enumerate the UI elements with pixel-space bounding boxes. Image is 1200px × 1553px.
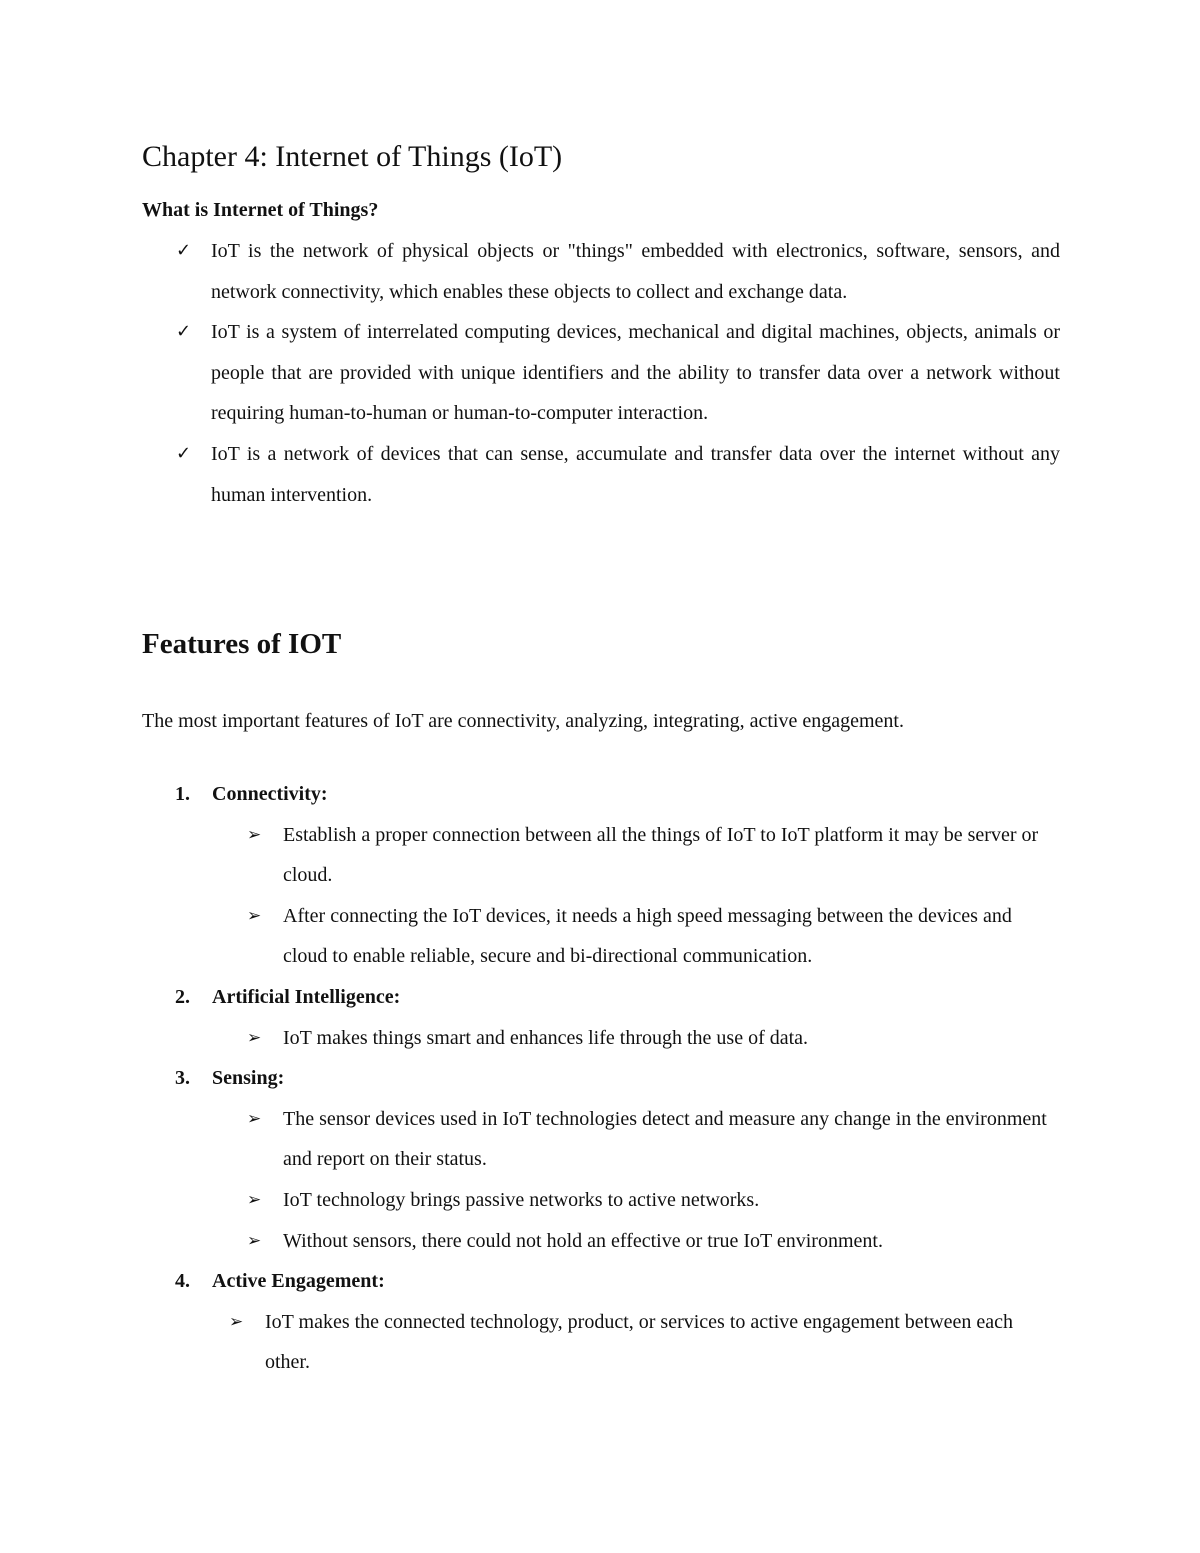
feature-points [212, 1099, 1060, 1261]
definition-list [142, 231, 1060, 515]
feature-point-text: IoT makes things smart and enhances life through the use of data. [283, 1026, 809, 1049]
arrowhead-bullet-icon: ➢ [247, 1230, 262, 1251]
feature-list [142, 774, 1060, 1383]
feature-points [212, 1302, 1060, 1383]
feature-point-text: IoT technology brings passive networks to active networks. [283, 1188, 760, 1211]
definition-text: IoT is a system of interrelated computing devices, mechanical and digital machines, objects, animals or people that are provided with unique identifiers and the ability to transfer data over a network without requiring human-to-human or human-to-computer interaction. [211, 321, 1060, 425]
definition-heading: What is Internet of Things? [142, 199, 379, 221]
definition-item [142, 231, 1060, 312]
arrowhead-bullet-icon: ➢ [229, 1311, 244, 1332]
feature-point [212, 1302, 1060, 1383]
arrowhead-bullet-icon: ➢ [247, 1027, 262, 1048]
feature-item-sensing [142, 1058, 1060, 1261]
feature-point-text: IoT makes the connected technology, product, or services to active engagement between each other. [265, 1310, 1014, 1374]
feature-point-text: After connecting the IoT devices, it needs a high speed messaging between the devices and cloud to enable reliable, secure and bi-directional communication. [283, 904, 1012, 968]
feature-item-active-engagement [142, 1261, 1060, 1383]
feature-point [212, 1018, 1060, 1059]
arrowhead-bullet-icon: ➢ [247, 1108, 262, 1129]
feature-item-artificial-intelligence [142, 977, 1060, 1058]
checkmark-icon: ✓ [176, 321, 192, 343]
feature-point [212, 1180, 1060, 1221]
feature-label: Active Engagement: [212, 1270, 385, 1293]
definition-item [142, 434, 1060, 515]
feature-point [212, 815, 1060, 896]
chapter-title: Chapter 4: Internet of Things (IoT) [142, 140, 563, 173]
definition-text: IoT is a network of devices that can sense, accumulate and transfer data over the internet without any human intervention. [211, 442, 1060, 506]
arrowhead-bullet-icon: ➢ [247, 824, 262, 845]
feature-point [212, 1221, 1060, 1262]
arrowhead-bullet-icon: ➢ [247, 905, 262, 926]
feature-point [212, 1099, 1060, 1180]
feature-points [212, 1018, 1060, 1059]
feature-number: 3. [175, 1067, 190, 1090]
features-intro: The most important features of IoT are connectivity, analyzing, integrating, active engagement. [142, 710, 904, 732]
feature-label: Sensing: [212, 1067, 285, 1090]
definition-text: IoT is the network of physical objects or "things" embedded with electronics, software, sensors, and network connectivity, which enables these objects to collect and exchange data. [211, 240, 1060, 303]
feature-number: 2. [175, 985, 190, 1008]
feature-point-text: The sensor devices used in IoT technologies detect and measure any change in the environment and report on their status. [283, 1107, 1047, 1171]
feature-label: Connectivity: [212, 783, 328, 805]
feature-point-text: Without sensors, there could not hold an effective or true IoT environment. [283, 1229, 883, 1252]
feature-point-text: Establish a proper connection between all the things of IoT to IoT platform it may be server or cloud. [283, 823, 1039, 887]
arrowhead-bullet-icon: ➢ [247, 1189, 262, 1210]
checkmark-icon: ✓ [176, 442, 192, 464]
feature-label: Artificial Intelligence: [212, 985, 401, 1008]
feature-number: 4. [175, 1270, 190, 1293]
feature-point [212, 896, 1060, 977]
feature-number: 1. [175, 783, 190, 805]
definition-item [142, 312, 1060, 434]
feature-item-connectivity [142, 774, 1060, 977]
checkmark-icon: ✓ [176, 240, 192, 261]
feature-points [212, 815, 1060, 977]
features-title: Features of IOT [142, 628, 342, 660]
